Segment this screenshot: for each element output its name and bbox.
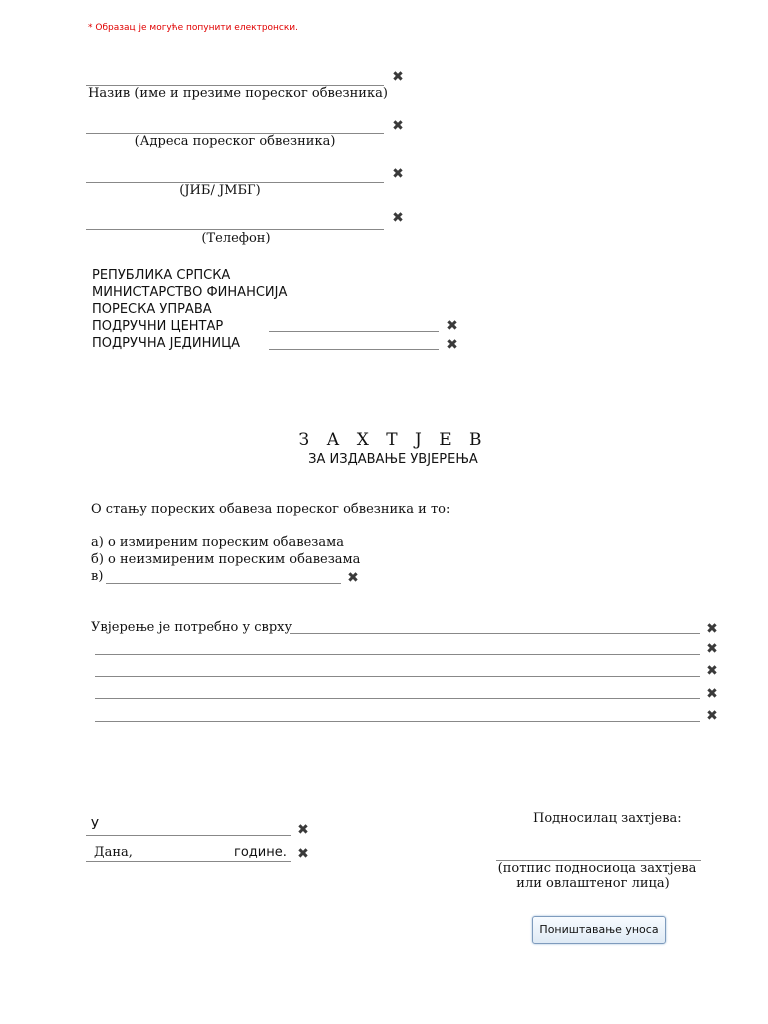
place-underline [86,835,291,836]
taxpayer-jib-caption: (ЈИБ/ ЈМБГ) [179,183,261,198]
clear-taxpayer-address-icon[interactable]: ✖ [392,118,404,134]
clear-taxpayer-name-icon[interactable]: ✖ [392,69,404,85]
electronic-fill-notice: * Образац је могуће попунити електронски. [88,23,299,33]
taxpayer-address-caption: (Адреса пореског обвезника) [134,134,336,149]
regional-center-label: ПОДРУЧНИ ЦЕНТАР [92,319,224,334]
status-option-b: б) о неизмиреним пореским обавезама [91,552,361,567]
request-title: З А Х Т Ј Е В [298,430,488,450]
purpose-underline-4 [95,698,700,699]
recipient-line-ministry: МИНИСТАРСТВО ФИНАНСИЈА [92,285,288,300]
regional-unit-underline [269,349,439,350]
taxpayer-phone-caption: (Телефон) [201,231,271,246]
signature-caption-1: (потпис подносиоца захтјева [497,861,697,876]
taxpayer-name-field[interactable] [86,67,384,85]
taxpayer-jib-field[interactable] [86,164,384,182]
clear-taxpayer-jib-icon[interactable]: ✖ [392,166,404,182]
clear-taxpayer-phone-icon[interactable]: ✖ [392,210,404,226]
purpose-field-4[interactable] [95,681,700,699]
year-label: године. [234,845,287,860]
reset-entries-button[interactable]: Поништавање уноса [532,916,666,944]
date-underline [86,861,291,862]
status-option-c-label: в) [91,569,104,584]
purpose-field-3[interactable] [95,659,700,677]
regional-unit-field[interactable] [269,332,439,350]
purpose-field-1[interactable] [290,616,700,634]
applicant-label: Подносилац захтјева: [533,811,682,826]
clear-purpose-5-icon[interactable]: ✖ [706,708,718,724]
purpose-field-2[interactable] [95,637,700,655]
regional-center-field[interactable] [269,314,439,332]
clear-regional-center-icon[interactable]: ✖ [446,318,458,334]
clear-status-option-c-icon[interactable]: ✖ [347,570,359,586]
taxpayer-phone-field[interactable] [86,211,384,229]
purpose-underline-2 [95,654,700,655]
recipient-line-republic: РЕПУБЛИКА СРПСКА [92,268,231,283]
status-intro: О стању пореских обавеза пореског обвезника и то: [91,502,451,517]
clear-place-icon[interactable]: ✖ [297,822,309,838]
status-option-c-underline [106,583,341,584]
status-option-a: а) о измиреним пореским обавезама [91,535,344,550]
place-field[interactable] [86,818,291,836]
clear-date-icon[interactable]: ✖ [297,846,309,862]
taxpayer-address-field[interactable] [86,116,384,134]
request-subtitle: ЗА ИЗДАВАЊЕ УВЈЕРЕЊА [308,452,478,467]
clear-purpose-4-icon[interactable]: ✖ [706,686,718,702]
clear-purpose-2-icon[interactable]: ✖ [706,641,718,657]
taxpayer-name-caption: Назив (име и презиме пореског обвезника) [88,86,388,101]
purpose-underline-1 [290,633,700,634]
purpose-field-5[interactable] [95,704,700,722]
purpose-label: Увјерење је потребно у сврху [91,620,293,635]
clear-purpose-1-icon[interactable]: ✖ [706,621,718,637]
recipient-line-tax-admin: ПОРЕСКА УПРАВА [92,302,212,317]
purpose-underline-3 [95,676,700,677]
taxpayer-phone-underline [86,229,384,230]
place-label: У [91,818,99,833]
status-option-c-field[interactable] [106,566,341,584]
regional-unit-label: ПОДРУЧНА ЈЕДИНИЦА [92,336,241,351]
purpose-underline-5 [95,721,700,722]
date-label: Дана, [94,845,133,860]
signature-caption-2: или овлаштеног лица) [516,876,670,891]
clear-purpose-3-icon[interactable]: ✖ [706,663,718,679]
clear-regional-unit-icon[interactable]: ✖ [446,337,458,353]
